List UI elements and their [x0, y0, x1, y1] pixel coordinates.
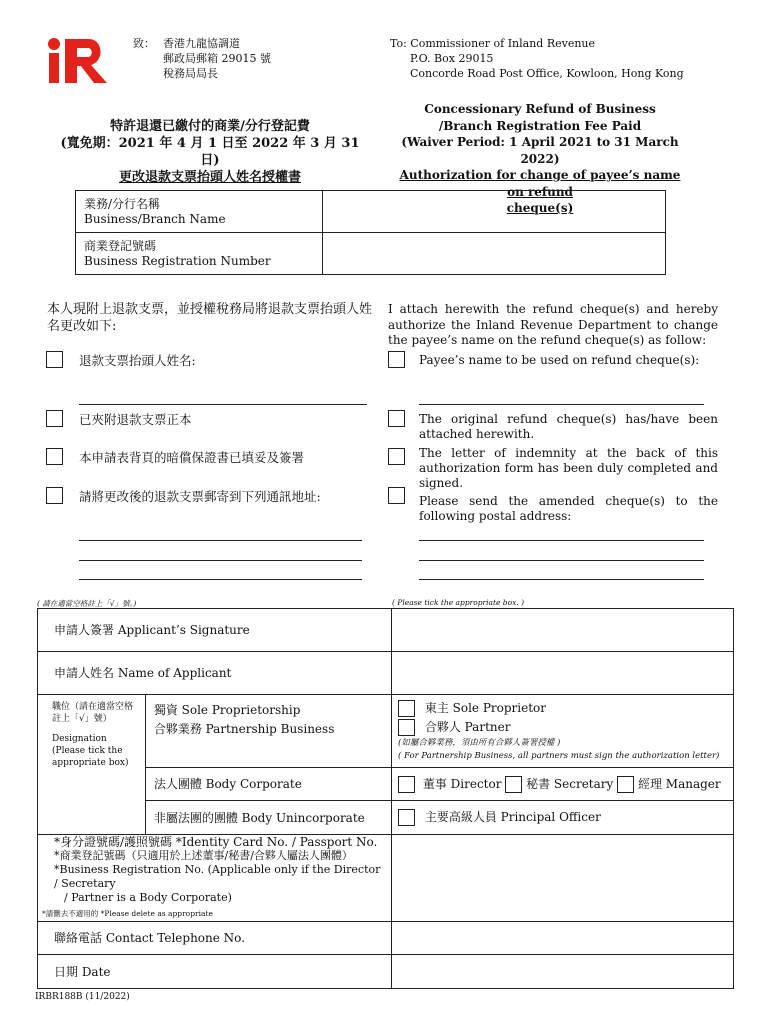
designation-zh: 職位（請在適當空格註上「√」號）	[52, 702, 134, 724]
title-en-line: (Waiver Period: 1 April 2021 to 31 March 2022)	[401, 135, 679, 166]
position-cell-1	[392, 695, 734, 768]
address-en-line: P.O. Box 29015	[410, 52, 494, 65]
address-en-line: To: Commissioner of Inland Revenue	[390, 37, 596, 50]
cheque-attached-label-zh: 已夾附退款支票正本	[79, 412, 192, 427]
principal-officer-checkbox[interactable]	[398, 809, 415, 826]
tick-note-zh: ( 請在適當空格註上「√」號。)	[37, 599, 137, 608]
postal-address-checkbox-en[interactable]	[388, 487, 405, 504]
indemnity-label-zh: 本申請表背頁的暗償保證書已填妥及簽署	[79, 450, 305, 465]
partner-checkbox[interactable]	[398, 719, 415, 736]
payee-name-checkbox-en[interactable]	[388, 351, 405, 368]
address-line[interactable]	[79, 540, 362, 541]
signature-label: 申請人簽署 Applicant’s Signature	[38, 609, 392, 652]
address-line[interactable]	[79, 560, 362, 561]
address-zh	[133, 36, 271, 81]
business-name-label	[76, 191, 323, 233]
director-checkbox[interactable]	[398, 776, 415, 793]
title-zh	[55, 118, 365, 186]
date-field[interactable]	[392, 955, 734, 989]
date-label: 日期 Date	[38, 955, 392, 989]
payee-name-label-zh: 退款支票抬頭人姓名:	[79, 353, 196, 368]
label-en: Business Registration Number	[84, 253, 271, 268]
title-zh-line: (寬免期：2021 年 4 月 1 日至 2022 年 3 月 31 日)	[60, 136, 360, 168]
address-line-en[interactable]	[419, 579, 704, 580]
sole-proprietor-checkbox[interactable]	[398, 700, 415, 717]
address-line-en[interactable]	[419, 560, 704, 561]
applicant-name-field[interactable]	[392, 652, 734, 695]
title-zh-line: 更改退款支票抬頭人姓名授權書	[118, 170, 301, 185]
body-corporate-label: 法人團體 Body Corporate	[145, 768, 391, 801]
secretary-checkbox[interactable]	[505, 776, 522, 793]
signature-field[interactable]	[392, 609, 734, 652]
postal-address-checkbox-zh[interactable]	[46, 487, 63, 504]
label-zh: 商業登記號碼	[84, 238, 157, 253]
partner-note-en: ( For Partnership Business, all partners must sign the authorization letter)	[398, 751, 720, 761]
address-zh-line: 郵政局郵箱 29015 號	[163, 52, 271, 65]
payee-name-line-en[interactable]	[419, 404, 704, 405]
payee-name-checkbox-zh[interactable]	[46, 351, 63, 368]
position-cell-3	[392, 801, 734, 835]
sole-proprietorship-label: 獨資 Sole Proprietorship	[153, 703, 301, 717]
delete-note: *請刪去不適用的 *Please delete as appropriate	[42, 909, 213, 918]
brn-field[interactable]	[323, 233, 666, 275]
postal-address-label-zh: 請將更改後的退款支票郵寄到下列通訊地址:	[79, 489, 321, 504]
manager-checkbox[interactable]	[617, 776, 634, 793]
title-en-line: Authorization for change of payee’s name on refund	[399, 168, 681, 199]
id-line: *Business Registration No. (Applicable only if the Director / Secretary	[54, 863, 381, 890]
declaration-en: I attach herewith the refund cheque(s) and hereby authorize the Inland Revenue Department to change the payee’s name on the refund cheque(s) as follow:	[388, 302, 718, 347]
address-prefix: 致：	[133, 37, 155, 50]
principal-officer-label: 主要高級人員 Principal Officer	[424, 810, 601, 824]
business-name-field[interactable]	[323, 191, 666, 233]
business-type-cell	[145, 695, 391, 768]
title-en-line: Concessionary Refund of Business	[424, 102, 656, 116]
address-zh-line: 香港九龍協調道	[163, 37, 240, 50]
declaration-zh: 本人現附上退款支票，並授權稅務局將退款支票抬頭人姓名更改如下:	[47, 302, 373, 334]
address-zh-line: 稅務局局長	[163, 67, 218, 80]
secretary-label: 秘書 Secretary	[526, 776, 614, 791]
title-en-line: cheque(s)	[506, 201, 574, 215]
indemnity-checkbox-zh[interactable]	[46, 448, 63, 465]
designation-en: Designation (Please tick the appropriate box)	[52, 734, 129, 768]
tick-note-en: ( Please tick the appropriate box. )	[392, 598, 525, 607]
applicant-name-label: 申請人姓名 Name of Applicant	[38, 652, 392, 695]
id-line: *身分證號碼/護照號碼 *Identity Card No. / Passport No.	[54, 835, 378, 849]
id-number-label	[38, 835, 392, 922]
sole-proprietor-label: 東主 Sole Proprietor	[424, 701, 547, 715]
id-number-field[interactable]	[392, 835, 734, 922]
cheque-attached-label-en: The original refund cheque(s) has/have been attached herewith.	[419, 412, 718, 441]
telephone-field[interactable]	[392, 922, 734, 955]
business-info-table	[75, 190, 666, 275]
body-unincorporate-label: 非屬法團的團體 Body Unincorporate	[145, 801, 391, 835]
partner-note-zh: (如屬合夥業務，須由所有合夥人簽署授權 )	[398, 738, 561, 748]
address-en-line: Concorde Road Post Office, Kowloon, Hong Kong	[410, 67, 684, 80]
indemnity-checkbox-en[interactable]	[388, 448, 405, 465]
indemnity-label-en: The letter of indemnity at the back of this authorization form has been duly completed and signed.	[419, 446, 718, 490]
payee-name-line[interactable]	[79, 404, 367, 405]
form-code: IRBR188B (11/2022)	[35, 992, 130, 1002]
label-en: Business/Branch Name	[84, 211, 226, 226]
designation-label	[38, 695, 146, 835]
payee-name-label-en: Payee’s name to be used on refund cheque(s):	[419, 353, 700, 367]
address-line-en[interactable]	[419, 540, 704, 541]
director-label: 董事 Director	[422, 776, 502, 791]
label-zh: 業務/分行名稱	[84, 196, 161, 211]
title-en-line: /Branch Registration Fee Paid	[438, 118, 642, 133]
position-cell-2	[392, 768, 734, 801]
partnership-business-label: 合夥業務 Partnership Business	[153, 722, 335, 736]
id-line: / Partner is a Body Corporate)	[64, 891, 232, 904]
telephone-label: 聯絡電話 Contact Telephone No.	[38, 922, 392, 955]
applicant-table	[37, 608, 734, 989]
cheque-attached-checkbox-zh[interactable]	[46, 410, 63, 427]
manager-label: 經理 Manager	[637, 776, 721, 791]
address-en	[390, 36, 684, 81]
id-line: *商業登記號碼（只適用於上述董事/秘書/合夥人屬法人團體）	[54, 849, 353, 862]
partner-label: 合夥人 Partner	[424, 720, 511, 734]
brn-label	[76, 233, 323, 275]
postal-address-label-en: Please send the amended cheque(s) to the following postal address:	[419, 494, 718, 523]
title-zh-line: 特許退還已繳付的商業/分行登記費	[110, 119, 310, 134]
ird-logo	[45, 35, 110, 85]
cheque-attached-checkbox-en[interactable]	[388, 410, 405, 427]
address-line[interactable]	[79, 579, 362, 580]
